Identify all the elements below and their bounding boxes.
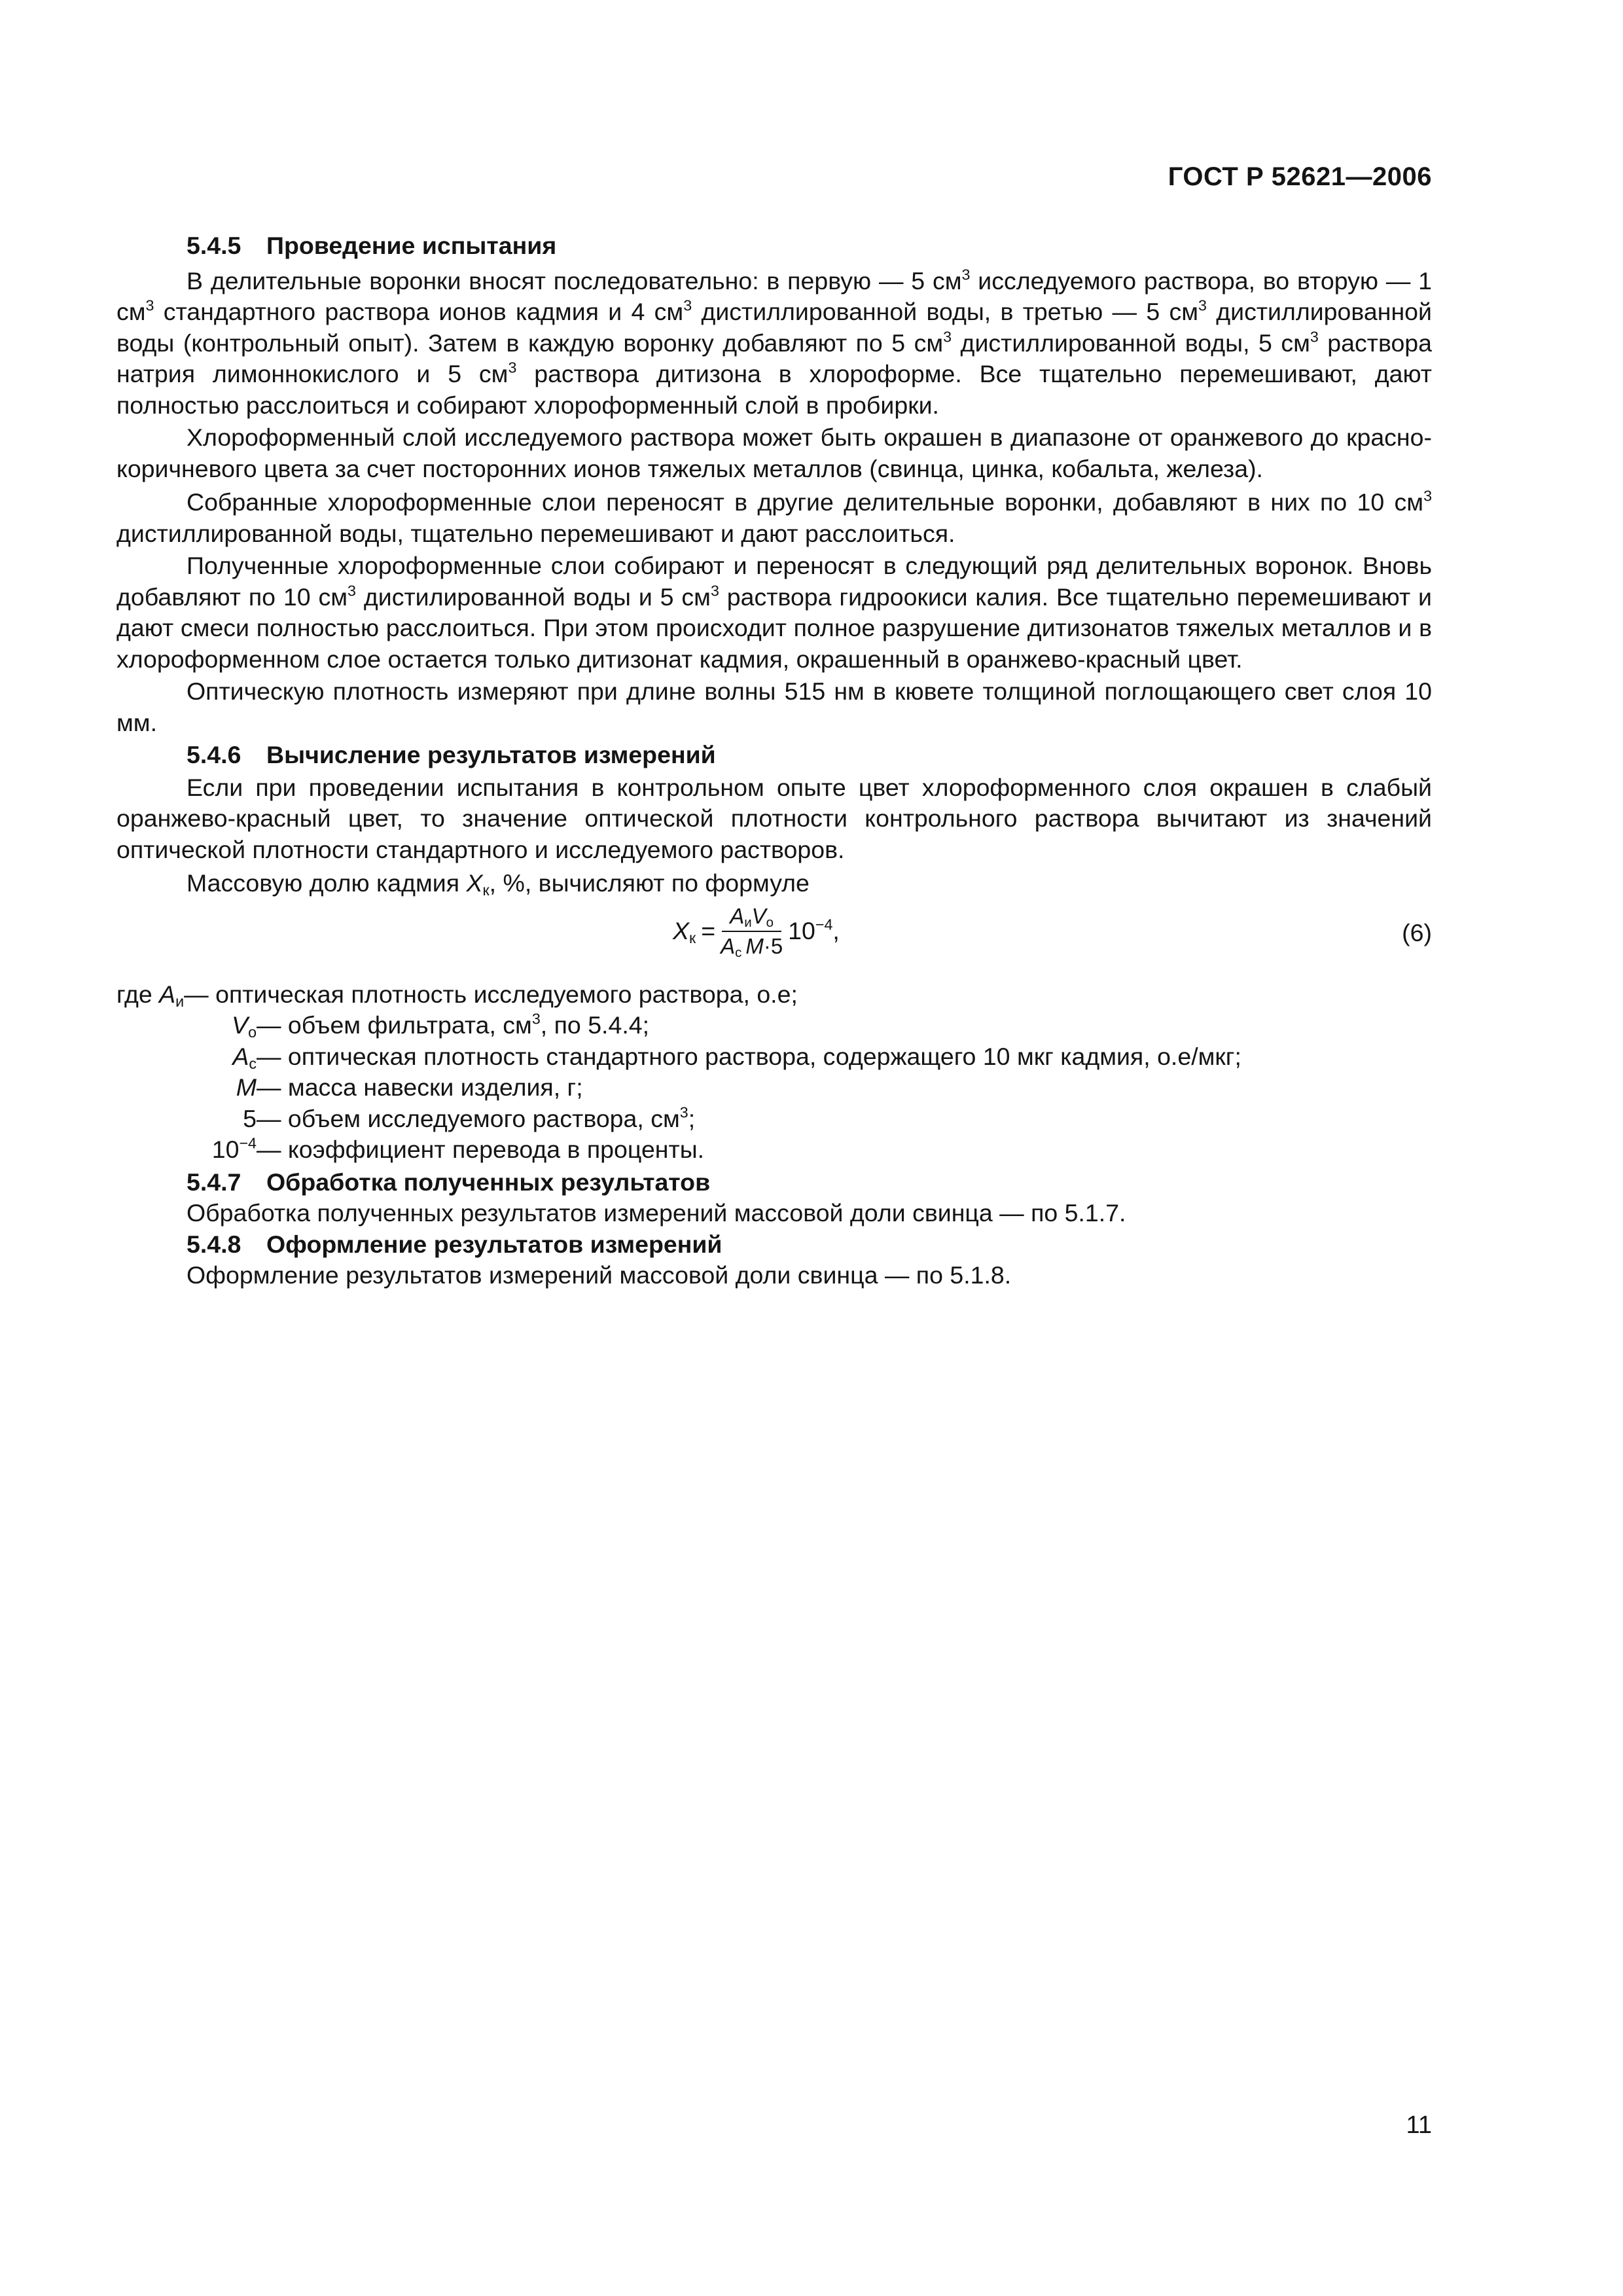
- body-paragraph: Полученные хлороформенные слои собирают и переносят в следующий ряд делительных воронок. Вновь добавляют по 10 $см^3$ дистилированной воды и 5 $см^3$ раствора гидроокиси калия. Все тщательно перемешивают и дают смеси полностью расслоиться. При этом происходит полное разрушение дитизонатов тяжелых металлов и в хлороформенном слое остается только дитизонат кадмия, окрашенный в оранжево-красный цвет.: [116, 552, 1432, 673]
- formula-term-subscript: о: [766, 914, 774, 930]
- legend-variable: A: [232, 1042, 249, 1070]
- legend-subscript: с: [249, 1054, 257, 1072]
- legend-symbol: [116, 1134, 257, 1166]
- legend-symbol: [116, 979, 184, 1011]
- body-paragraph: В делительные воронки вносят последовательно: в первую — 5 $см^3$ исследуемого раствора, во вторую — 1 $см^3$ стандартного раствора ионов кадмия и 4 $см^3$ дистиллированной воды, в третью — 5 $см^3$ дистиллированной воды (контрольный опыт). Затем в каждую воронку добавляют по 5 $см^3$ дистиллированной воды, 5 $см^3$ раствора натрия лимоннокислого и 5 $см^3$ раствора дитизона в хлороформе. Все тщательно перемешивают, дают полностью расслоиться и собирают хлороформенный слой в пробирки.: [116, 266, 1433, 419]
- section-heading: [116, 1167, 1432, 1198]
- formula-term: A: [730, 903, 745, 928]
- legend-subscript: о: [248, 1023, 257, 1041]
- body-paragraph: Оптическую плотность измеряют при длине волны 515 нм в кювете толщиной поглощающего свет слоя 10 мм.: [116, 677, 1432, 736]
- formula-denominator: [721, 932, 783, 960]
- legend-row: [116, 1010, 1432, 1041]
- section-title: Оформление результатов измерений: [266, 1230, 722, 1258]
- legend-symbol: [116, 1103, 257, 1135]
- legend-constant: 10: [211, 1136, 240, 1163]
- body-paragraph: Если при проведении испытания в контрольном опыте цвет хлороформенного слоя окрашен в слабый оранжево-красный цвет, то значение оптической плотности контрольного раствора вычитают из значений оптической плотности стандартного и исследуемого растворов.: [116, 773, 1432, 863]
- body-paragraph: Обработка полученных результатов измерений массовой доли свинца — по 5.1.7.: [187, 1199, 1126, 1227]
- section-number: 5.4.7: [187, 1168, 241, 1196]
- equation-number: (6): [1402, 918, 1432, 946]
- legend-variable: V: [232, 1011, 249, 1039]
- formula-denominator-tail: ·5: [763, 933, 783, 958]
- body-paragraph: Собранные хлороформенные слои переносят в другие делительные воронки, добавляют в них по 10 $см^3$ дистиллированной воды, тщательно перемешивают и дают расслоиться.: [116, 487, 1432, 547]
- body-paragraph: Хлороформенный слой исследуемого раствора может быть окрашен в диапазоне от оранжевого до красно-коричневого цвета за счет посторонних ионов тяжелых металлов (свинца, цинка, кобальта, железа).: [116, 423, 1432, 482]
- section-title: Обработка полученных результатов: [266, 1168, 711, 1196]
- section-heading: [116, 1229, 1432, 1261]
- formula-term-subscript: и: [744, 914, 752, 930]
- formula-numerator: [722, 903, 781, 932]
- section-number: 5.4.8: [187, 1230, 241, 1258]
- legend-description: — объем фильтрата, $см^3$, по 5.4.4;: [257, 1010, 650, 1039]
- document-header-standard-id: ГОСТ Р 52621—2006: [1168, 162, 1432, 191]
- legend-variable: A: [159, 980, 176, 1008]
- legend-row: [116, 1041, 1432, 1073]
- formula-factor-base: 10: [788, 916, 815, 944]
- formula-lhs: [673, 916, 696, 947]
- legend-description: — масса навески изделия, г;: [257, 1073, 583, 1101]
- formula-term: A: [721, 933, 736, 958]
- legend-row: [116, 979, 1432, 1011]
- legend-constant: 5: [243, 1104, 257, 1132]
- legend-row: [116, 1103, 1432, 1135]
- formula-intro-variable: X: [466, 869, 483, 897]
- legend-description: — оптическая плотность стандартного раствора, содержащего 10 мкг кадмия, о.е/мкг;: [257, 1042, 1241, 1070]
- formula-intro-text: Массовую долю кадмия: [187, 869, 467, 897]
- legend-row: [116, 1134, 1432, 1166]
- section-title: Вычисление результатов измерений: [266, 741, 716, 768]
- section-number: 5.4.5: [187, 232, 241, 259]
- legend-symbol: [116, 1010, 257, 1041]
- formula: [673, 903, 840, 960]
- legend-row: [116, 1072, 1432, 1103]
- legend-description: — коэффициент перевода в проценты.: [257, 1136, 705, 1163]
- legend-prefix: где: [116, 980, 160, 1008]
- legend-subscript: и: [175, 992, 185, 1010]
- section-heading: [116, 230, 1432, 262]
- formula-intro-text: , %, вычисляют по формуле: [489, 869, 810, 897]
- legend-description: — оптическая плотность исследуемого раствора, о.е;: [184, 980, 798, 1008]
- formula-block: [116, 901, 1432, 975]
- formula-intro: [116, 868, 1432, 899]
- formula-term: V: [751, 903, 766, 928]
- formula-trailing-comma: ,: [832, 916, 840, 944]
- section-title: Проведение испытания: [266, 232, 557, 259]
- formula-legend: [116, 979, 1432, 1166]
- formula-term-subscript: с: [735, 944, 742, 960]
- legend-description: — объем исследуемого раствора, $см^3$;: [257, 1103, 696, 1132]
- formula-lhs-symbol: X: [673, 916, 690, 944]
- body-paragraph: Оформление результатов измерений массовой доли свинца — по 5.1.8.: [187, 1261, 1012, 1289]
- legend-symbol: [116, 1072, 257, 1103]
- page-body: [116, 230, 1432, 1291]
- section-heading: [116, 740, 1432, 771]
- formula-lhs-subscript: к: [689, 929, 696, 946]
- formula-factor: [788, 916, 840, 947]
- legend-variable: M: [236, 1073, 257, 1101]
- section-number: 5.4.6: [187, 741, 241, 768]
- formula-factor-exponent: −4: [815, 916, 833, 933]
- formula-intro-subscript: к: [482, 881, 490, 899]
- page-number: 11: [1406, 2111, 1432, 2139]
- legend-exponent: −4: [239, 1134, 257, 1152]
- formula-equals: =: [701, 916, 716, 944]
- legend-symbol: [116, 1041, 257, 1073]
- formula-term: M: [745, 933, 764, 958]
- formula-fraction: [721, 903, 783, 960]
